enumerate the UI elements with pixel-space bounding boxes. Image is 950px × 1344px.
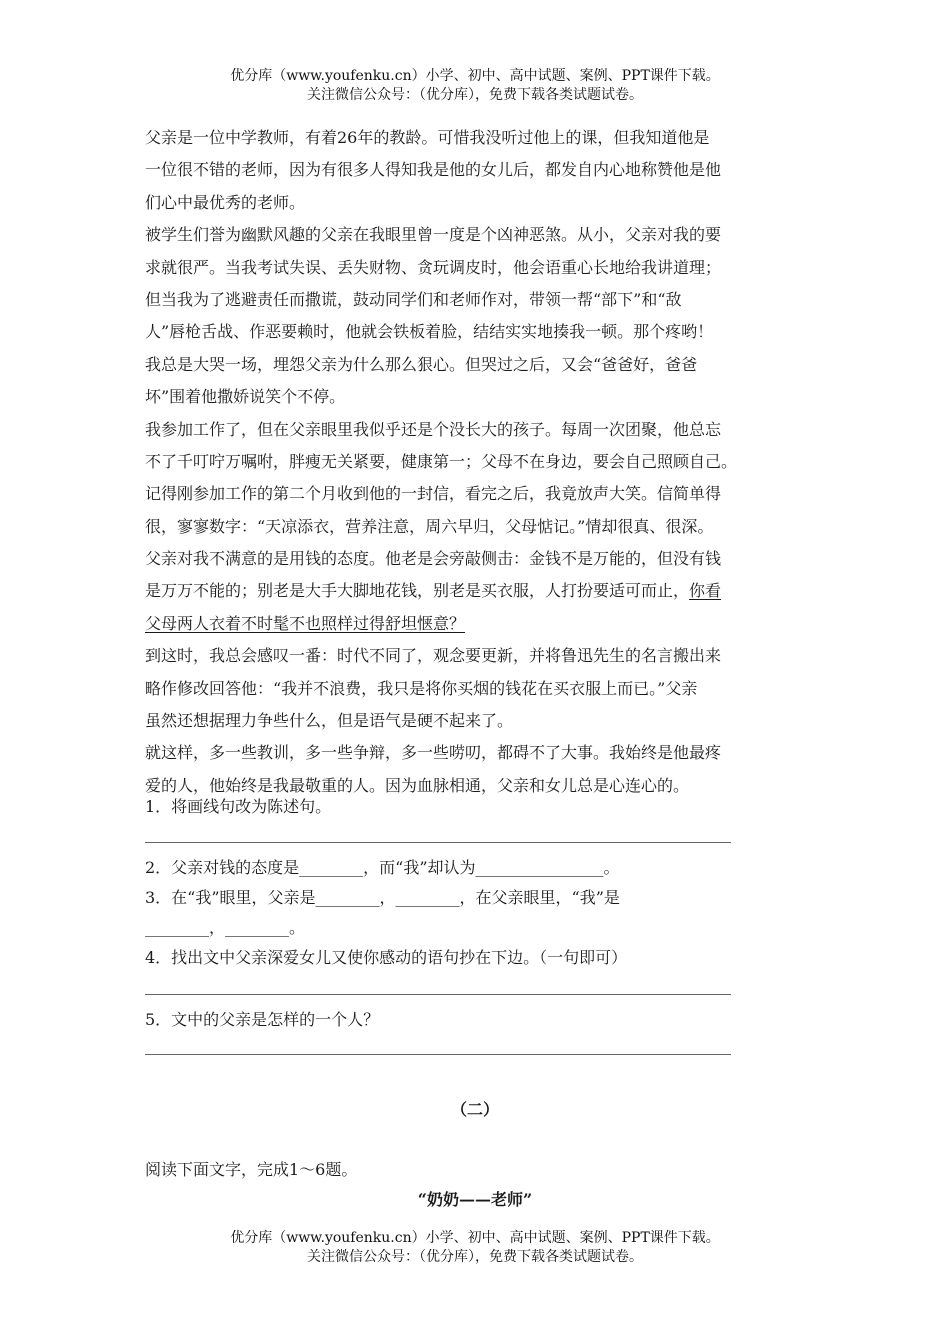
header-line-2: 关注微信公众号：（优分库），免费下载各类试题试卷。 [307, 87, 643, 103]
passage-line: 被学生们誉为幽默风趣的父亲在我眼里曾一度是个凶神恶煞。从小，父亲对我的要 [145, 225, 722, 245]
footer-line-2: 关注微信公众号：（优分库），免费下载各类试题试卷。 [307, 1249, 643, 1265]
passage-text: 是万万不能的；别老是大手大脚地花钱，别老是买衣服，人打扮要适可而止， [145, 581, 690, 601]
passage-line: 求就很严。当我考试失误、丢失财物、贪玩调皮时，他会语重心长地给我讲道理； [145, 257, 722, 277]
underlined-sentence: 父母两人衣着不时髦不也照样过得舒坦惬意？ [145, 613, 466, 633]
passage-line: 记得刚参加工作的第二个月收到他的一封信，看完之后，我竟放声大笑。信简单得 [145, 484, 722, 504]
passage-line: 很，寥寥数字：“天凉添衣，营养注意，周六早归，父母惦记。”情却很真、很深。 [145, 516, 714, 536]
question-3-continued: ________，________。 [145, 918, 306, 937]
passage-line: 父亲对我不满意的是用钱的态度。他老是会旁敲侧击：金钱不是万能的，但没有钱 [145, 549, 722, 569]
section-heading: （二） [450, 1100, 499, 1119]
passage-line: 到这时，我总会感叹一番：时代不同了，观念要更新，并将鲁迅先生的名言搬出来 [145, 646, 722, 666]
question-4: 4．找出文中父亲深爱女儿又使你感动的语句抄在下边。（一句即可） [145, 948, 628, 967]
footer-line-1: 优分库（www.youfenku.cn）小学、初中、高中试题、案例、PPT课件下载。 [230, 1230, 720, 1246]
passage-line: 一位很不错的老师，因为有很多人得知我是他的女儿后，都发自内心地称赞他是他 [145, 160, 722, 180]
passage-line [145, 608, 835, 640]
passage-line: 父亲是一位中学教师，有着26年的教龄。可惜我没听过他上的课，但我知道他是 [145, 128, 710, 147]
passage-line: 我参加工作了，但在父亲眼里我似乎还是个没长大的孩子。每周一次团聚，他总忘 [145, 419, 722, 439]
passage-line: 们心中最优秀的老师。 [145, 192, 306, 212]
passage-line: 人”唇枪舌战、作恶要赖时，他就会铁板着脸，结结实实地揍我一顿。那个疼哟！ [145, 322, 714, 342]
passage-line: 我总是大哭一场，埋怨父亲为什么那么狠心。但哭过之后，又会“爸爸好，爸爸 [145, 354, 698, 374]
passage-line: 略作修改回答他：“我并不浪费，我只是将你买烟的钱花在买衣服上而已。”父亲 [145, 678, 698, 698]
passage-line: 但当我为了逃避责任而撒谎，鼓动同学们和老师作对，带领一帮“部下”和“敌 [145, 289, 682, 309]
page-header [0, 67, 950, 105]
passage-line [145, 575, 835, 607]
story-title: “奶奶——老师” [417, 1190, 533, 1209]
passage-line: 爱的人，他始终是我最敬重的人。因为血脉相通，父亲和女儿总是心连心的。 [145, 775, 690, 795]
passage-line: 就这样，多一些教训，多一些争辩，多一些唠叨，都碍不了大事。我始终是他最疼 [145, 743, 722, 763]
question-2: 2．父亲对钱的态度是________，而“我”却认为________________。 [145, 858, 620, 877]
answer-line [145, 994, 731, 995]
underlined-sentence: 你看 [689, 581, 722, 601]
page-footer [0, 1229, 950, 1267]
passage-line: 坏”围着他撒娇说笑个不停。 [145, 387, 346, 407]
question-5: 5．文中的父亲是怎样的一个人？ [145, 1010, 380, 1029]
passage-line: 虽然还想据理力争些什么，但是语气是硬不起来了。 [145, 711, 514, 731]
question-1: 1．将画线句改为陈述句。 [145, 797, 332, 816]
section-intro: 阅读下面文字，完成1～6题。 [145, 1160, 358, 1179]
passage-line: 不了千叮咛万嘱咐，胖瘦无关紧要，健康第一；父母不在身边，要会自己照顾自己。 [145, 451, 738, 471]
answer-line [145, 1054, 731, 1055]
answer-line [145, 842, 731, 843]
reading-passage [145, 122, 835, 802]
header-line-1: 优分库（www.youfenku.cn）小学、初中、高中试题、案例、PPT课件下载。 [230, 68, 720, 84]
question-3: 3．在“我”眼里，父亲是________，________，在父亲眼里，“我”是 [145, 888, 620, 907]
